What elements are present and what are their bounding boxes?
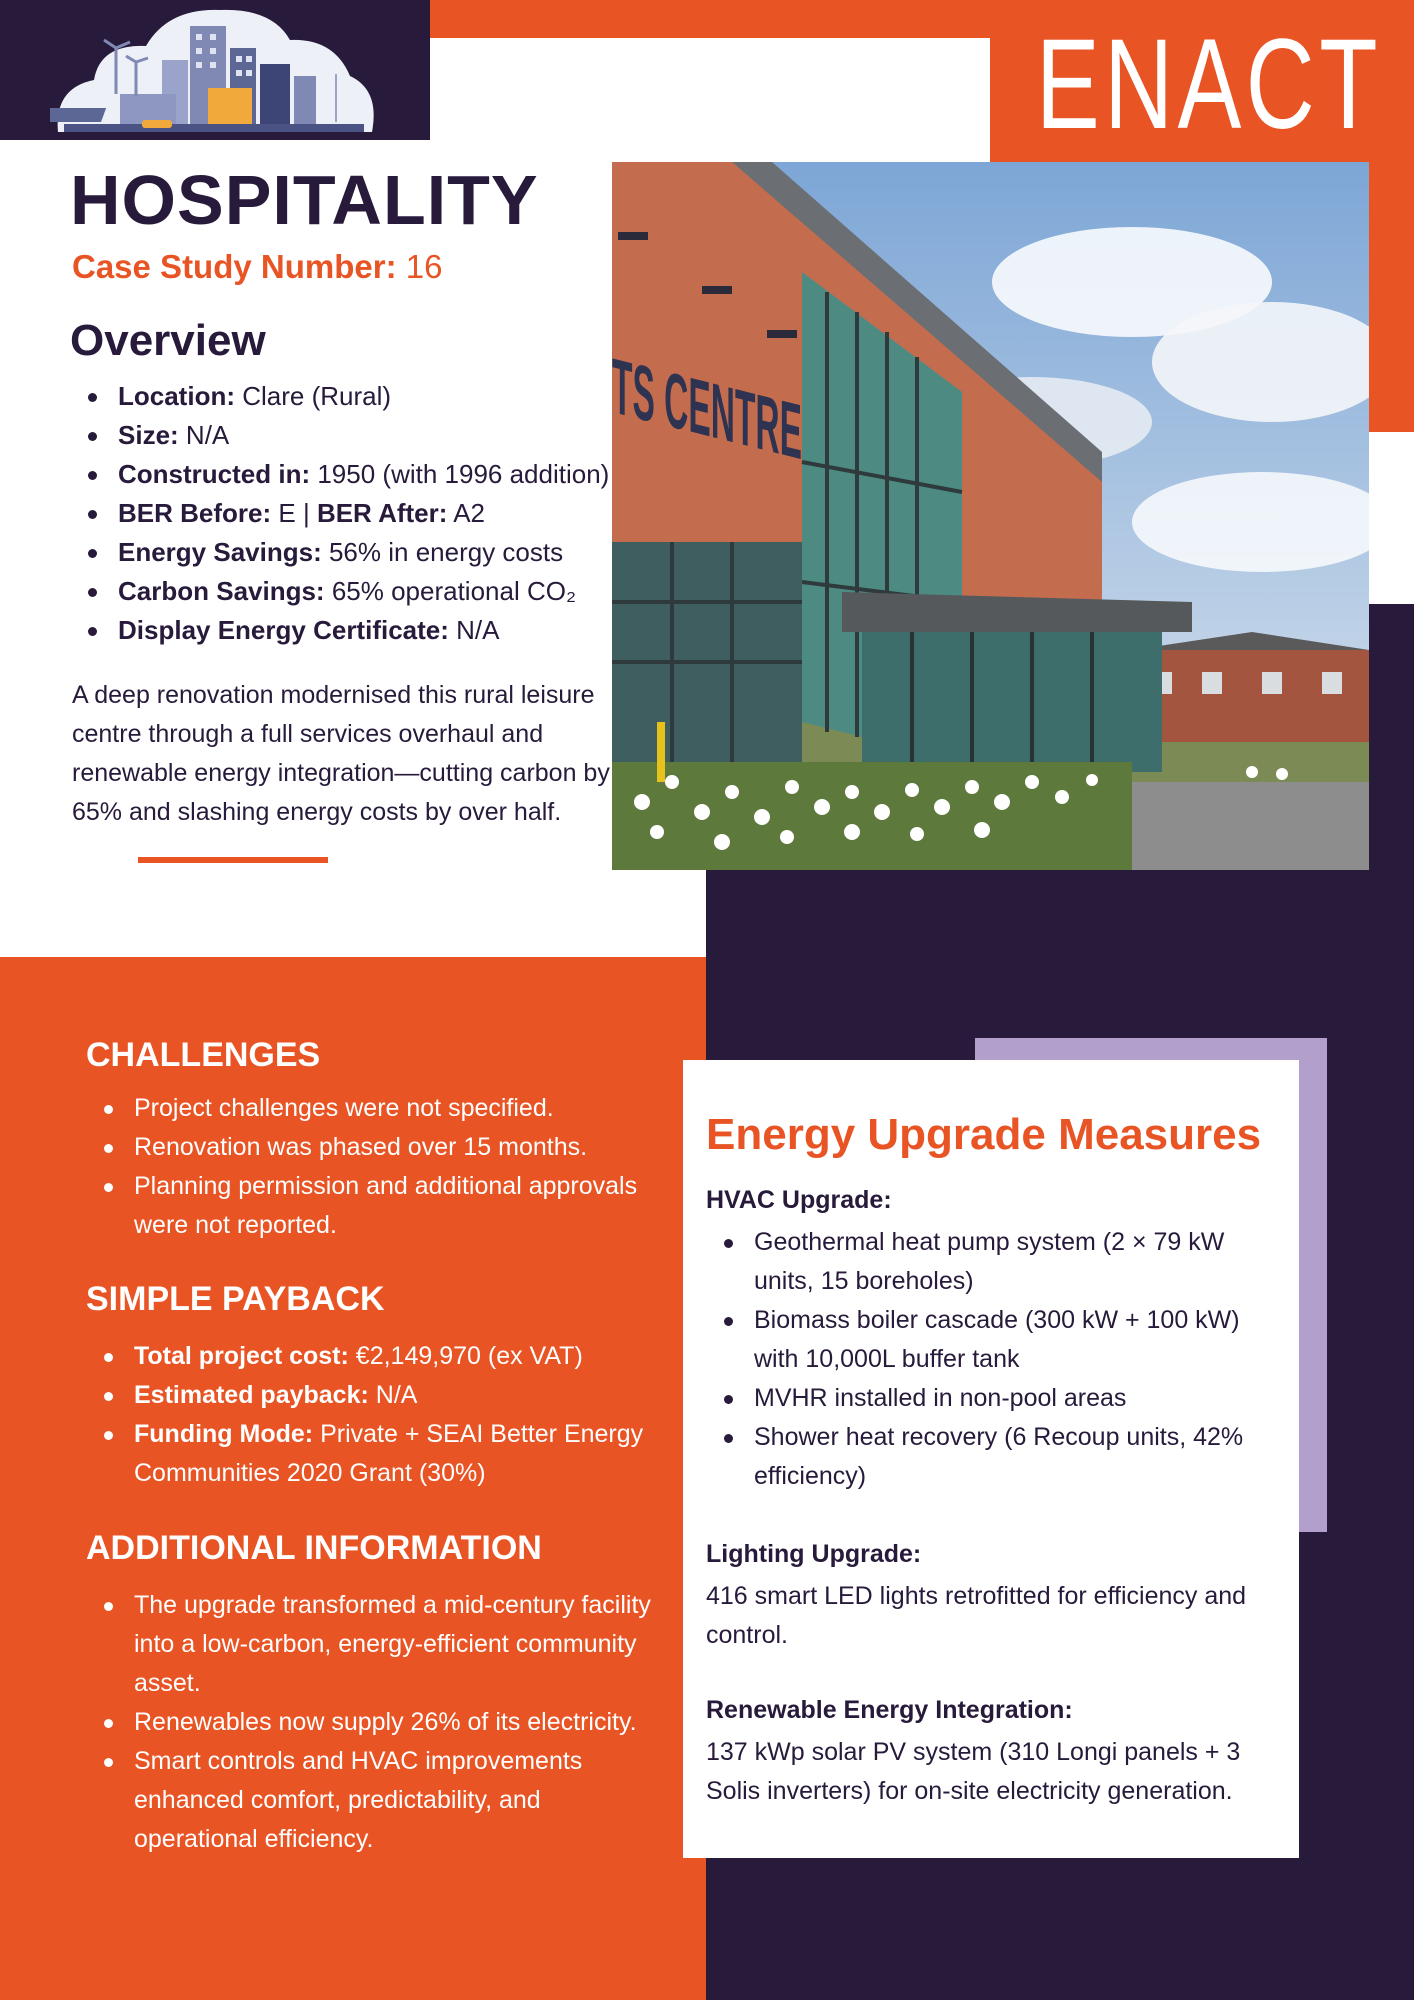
payback-item <box>86 1337 656 1376</box>
overview-item <box>70 377 610 416</box>
additional-info-item: Renewables now supply 26% of its electricity. <box>86 1703 656 1742</box>
payback-value: Private + SEAI Better Energy Communities 2020 Grant (30%) <box>134 1420 644 1487</box>
challenge-item: Planning permission and additional approvals were not reported. <box>86 1167 656 1245</box>
payback-value: €2,149,970 (ex VAT) <box>355 1342 583 1370</box>
overview-value: N/A <box>456 615 500 645</box>
overview-item <box>70 611 610 650</box>
page-title: HOSPITALITY <box>70 161 539 239</box>
overview-value: Clare (Rural) <box>242 381 392 411</box>
overview-item <box>70 494 610 533</box>
renewable-title: Renewable Energy Integration: <box>706 1696 1073 1724</box>
payback-value: N/A <box>375 1381 418 1409</box>
overview-label: Carbon Savings: <box>118 576 325 606</box>
payback-heading: SIMPLE PAYBACK <box>86 1280 385 1318</box>
hvac-title: HVAC Upgrade: <box>706 1186 892 1214</box>
overview-label: BER Before: <box>118 498 272 528</box>
overview-value: E | <box>278 498 310 528</box>
overview-paragraph: A deep renovation modernised this rural leisure centre through a full services overhaul and renewable energy integration—cutting carbon by 65% and slashing energy costs by over half. <box>72 681 610 826</box>
payback-label: Estimated payback: <box>134 1381 369 1409</box>
payback-list <box>86 1337 656 1493</box>
accent-divider <box>138 857 328 863</box>
enact-logo <box>1036 30 1382 134</box>
challenge-item: Project challenges were not specified. <box>86 1089 656 1128</box>
payback-item <box>86 1376 656 1415</box>
challenges-heading: CHALLENGES <box>86 1036 321 1074</box>
overview-value: A2 <box>453 498 486 528</box>
overview-value: 65% operational CO₂ <box>331 576 577 606</box>
renewable-text: 137 kWp solar PV system (310 Longi panels + 3 Solis inverters) for on-site electricity generation. <box>706 1738 1241 1805</box>
payback-item <box>86 1415 656 1493</box>
overview-value: N/A <box>185 420 230 450</box>
overview-label: Energy Savings: <box>118 537 322 567</box>
overview-list <box>70 377 610 650</box>
hvac-list <box>706 1223 1276 1496</box>
hvac-item: Geothermal heat pump system (2 × 79 kW units, 15 boreholes) <box>706 1223 1276 1301</box>
overview-label: Display Energy Certificate: <box>118 615 449 645</box>
additional-info-heading: ADDITIONAL INFORMATION <box>86 1529 542 1567</box>
city-illustration-icon <box>50 4 380 136</box>
additional-info-item: Smart controls and HVAC improvements enhanced comfort, predictability, and operational efficiency. <box>86 1742 656 1859</box>
hvac-item: MVHR installed in non-pool areas <box>706 1379 1276 1418</box>
building-photo <box>612 162 1369 870</box>
overview-item <box>70 416 610 455</box>
overview-value: 1950 (with 1996 addition) <box>317 459 610 489</box>
payback-label: Funding Mode: <box>134 1420 314 1448</box>
overview-heading: Overview <box>70 316 266 365</box>
additional-info-list <box>86 1586 656 1859</box>
svg-text:ENACT: ENACT <box>1036 30 1382 134</box>
case-study-label: Case Study Number: <box>72 248 397 285</box>
overview-item <box>70 572 610 611</box>
overview-label: Constructed in: <box>118 459 311 489</box>
overview-label: Size: <box>118 420 179 450</box>
payback-label: Total project cost: <box>134 1342 349 1370</box>
lighting-text: 416 smart LED lights retrofitted for efficiency and control. <box>706 1582 1247 1649</box>
overview-label: Location: <box>118 381 235 411</box>
measures-title: Energy Upgrade Measures <box>706 1110 1262 1159</box>
overview-item <box>70 533 610 572</box>
overview-value: 56% in energy costs <box>328 537 564 567</box>
leisure-centre-photo-icon <box>612 162 1369 870</box>
additional-info-item: The upgrade transformed a mid-century facility into a low-carbon, energy-efficient community asset. <box>86 1586 656 1703</box>
challenge-item: Renovation was phased over 15 months. <box>86 1128 656 1167</box>
overview-label: BER After: <box>316 498 448 528</box>
overview-item <box>70 455 610 494</box>
challenges-list <box>86 1089 656 1245</box>
hvac-item: Shower heat recovery (6 Recoup units, 42% efficiency) <box>706 1418 1276 1496</box>
hvac-item: Biomass boiler cascade (300 kW + 100 kW) with 10,000L buffer tank <box>706 1301 1276 1379</box>
case-study-number <box>72 248 442 286</box>
lighting-title: Lighting Upgrade: <box>706 1540 922 1568</box>
case-study-value: 16 <box>405 248 443 285</box>
